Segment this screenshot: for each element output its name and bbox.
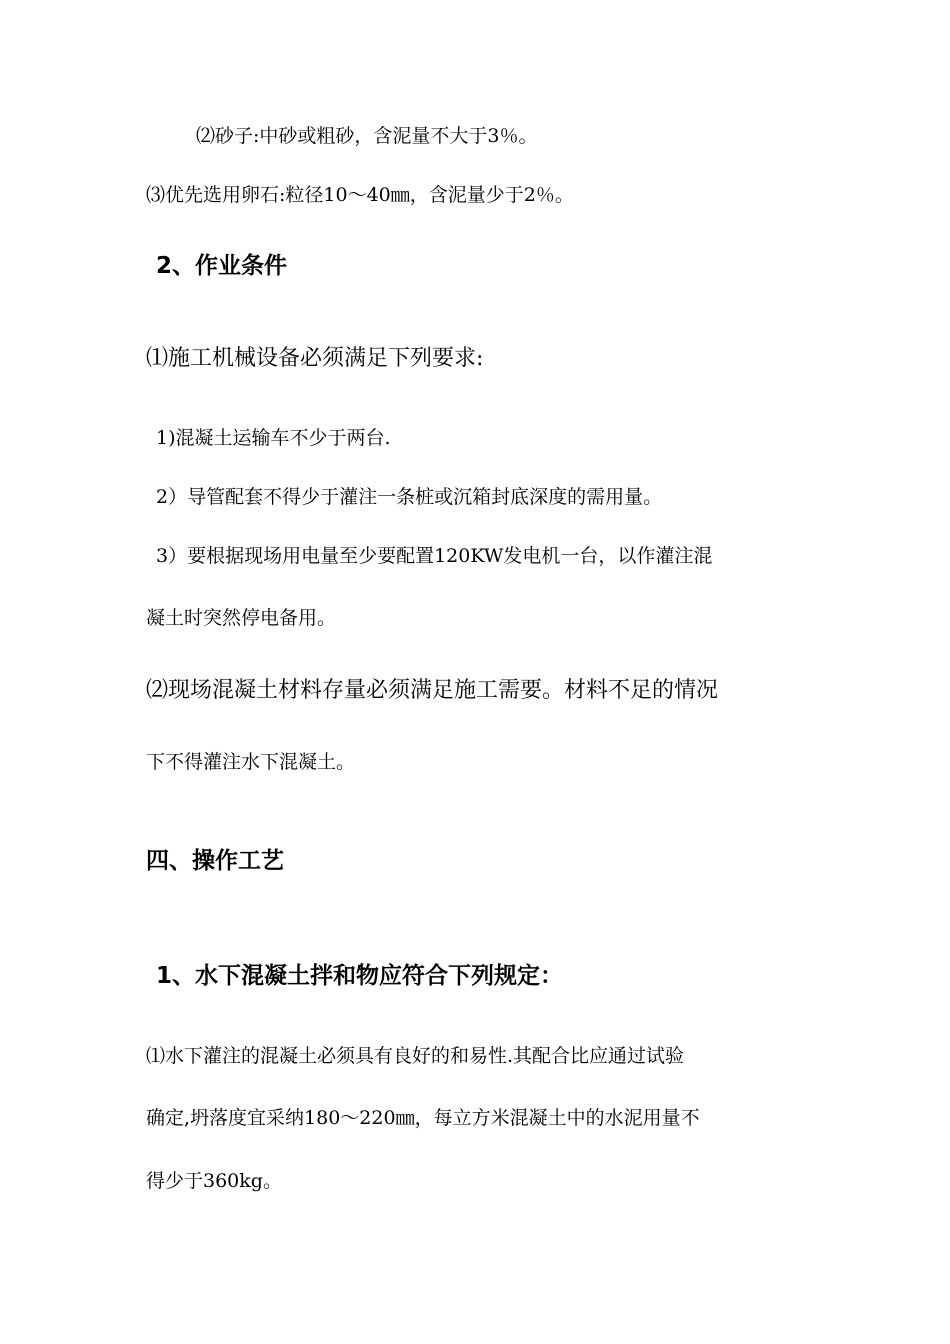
text-line: ⑵现场混凝土材料存量必须满足施工需要。材料不足的情况 bbox=[146, 678, 719, 703]
text-line: 凝土时突然停电备用。 bbox=[146, 607, 337, 629]
chapter-heading: 四、操作工艺 bbox=[146, 848, 284, 874]
text-line: ⑵砂子:中砂或粗砂，含泥量不大于3％。 bbox=[196, 125, 538, 147]
text-line: ⑴水下灌注的混凝土必须具有良好的和易性.其配合比应通过试验 bbox=[146, 1045, 685, 1067]
text-line: ⑶优先选用卵石:粒径10～40㎜，含泥量少于2％。 bbox=[146, 184, 574, 206]
list-item: 1)混凝土运输车不少于两台. bbox=[156, 427, 391, 449]
text-line: 下不得灌注水下混凝土。 bbox=[146, 751, 356, 773]
section-heading: 1、水下混凝土拌和物应符合下列规定： bbox=[156, 963, 564, 989]
list-item: 2）导管配套不得少于灌注一条桩或沉箱封底深度的需用量。 bbox=[156, 486, 663, 508]
text-line: ⑴施工机械设备必须满足下列要求: bbox=[146, 346, 484, 371]
list-item: 3）要根据现场用电量至少要配置120KW发电机一台，以作灌注混 bbox=[156, 545, 713, 567]
text-line: 确定,坍落度宜采纳180～220㎜，每立方米混凝土中的水泥用量不 bbox=[146, 1107, 700, 1129]
section-heading: 2、作业条件 bbox=[156, 253, 288, 279]
text-line: 得少于360kg。 bbox=[146, 1170, 282, 1192]
